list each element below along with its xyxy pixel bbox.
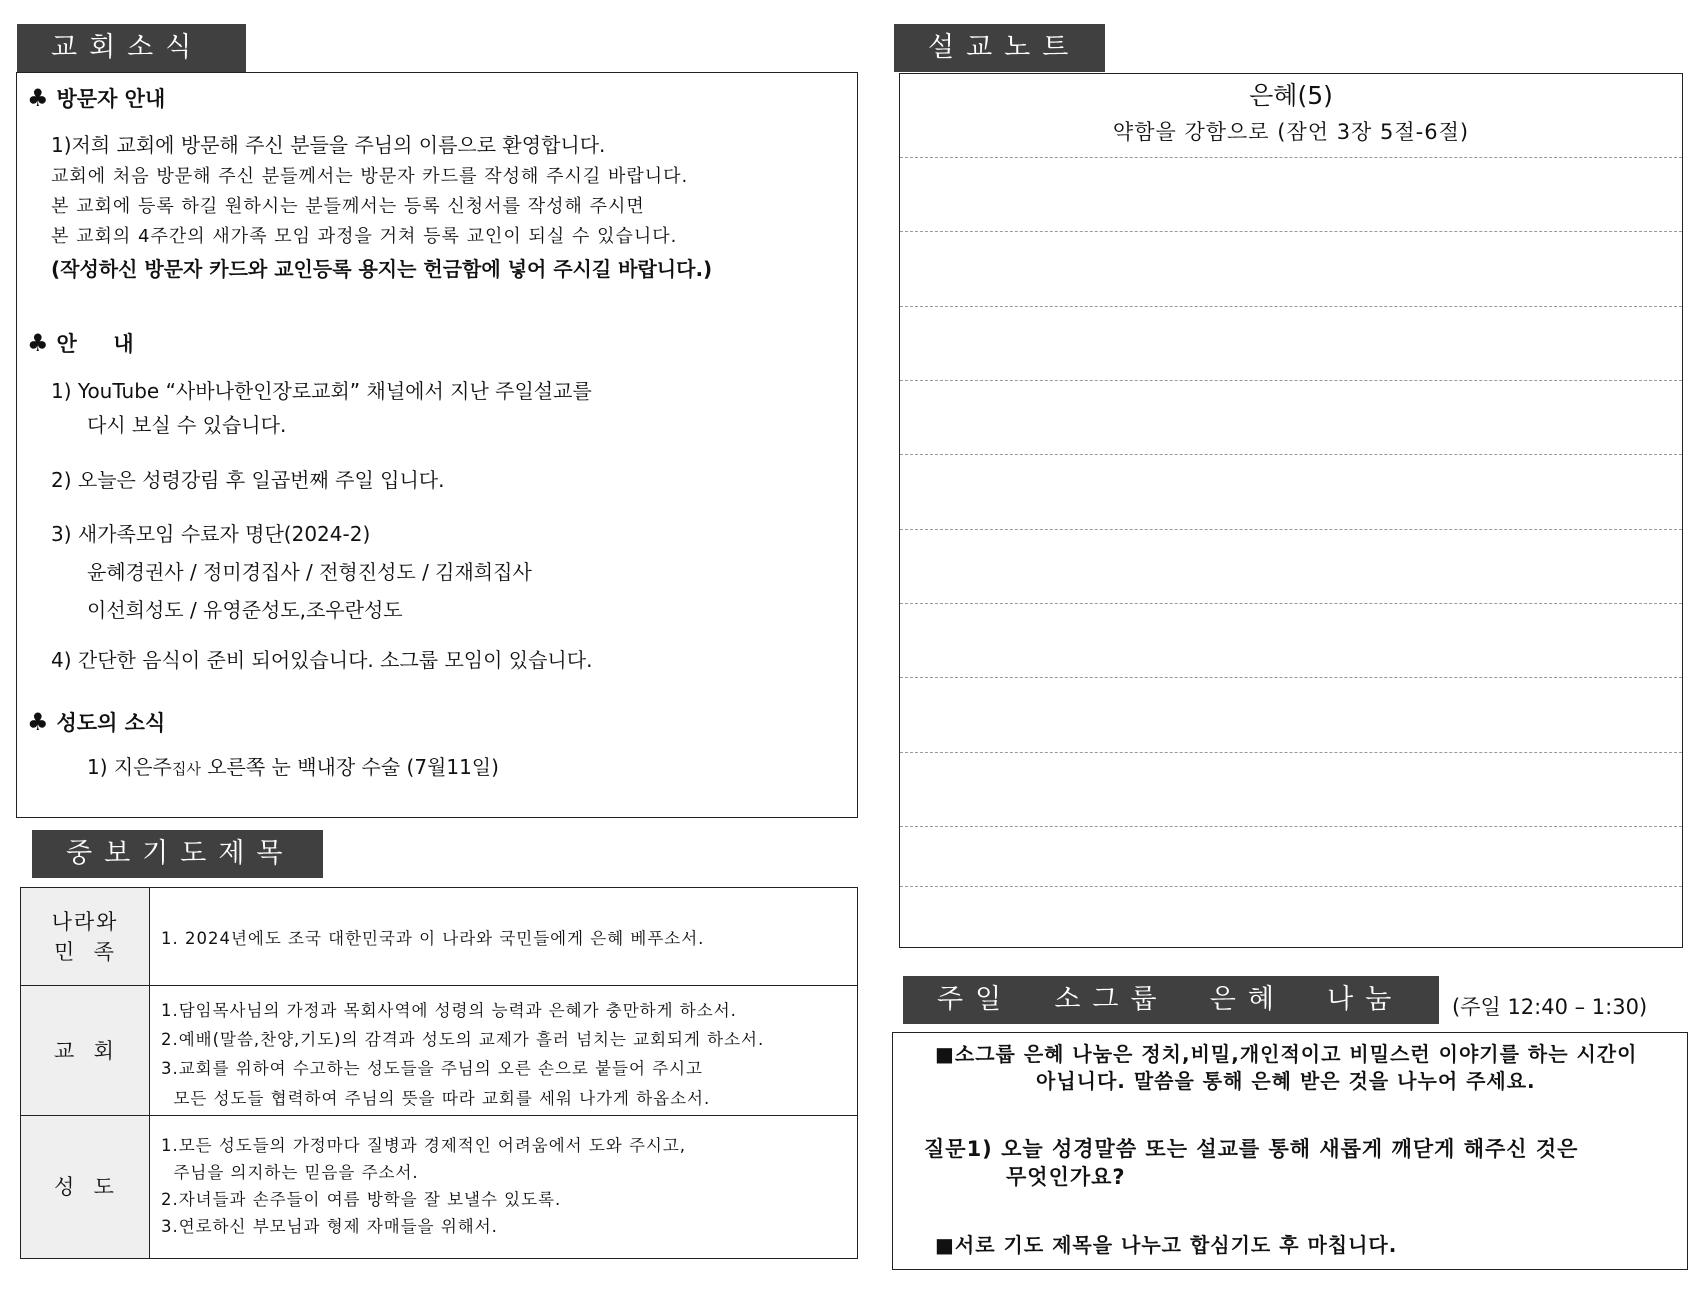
visitor-line-1: 1)저희 교회에 방문해 주신 분들을 주님의 이름으로 환영합니다.: [51, 133, 606, 157]
prayer-category-line-1: 나라와: [51, 909, 119, 934]
members-item-1-role: 집사: [171, 760, 201, 778]
visitor-line-4: 본 교회의 4주간의 새가족 모임 과정을 거쳐 등록 교인이 되실 수 있습니다.: [51, 226, 678, 247]
prayer-category-line-1: 교 회: [54, 1039, 116, 1063]
sermon-note-header: 설교노트: [894, 24, 1105, 72]
prayer-category: [21, 888, 150, 985]
note-line: [900, 306, 1682, 307]
notice-item-1-line-1: 1) YouTube “사바나한인장로교회” 채널에서 지난 주일설교를: [51, 379, 592, 403]
note-line: [900, 826, 1682, 827]
prayer-row-church: [21, 985, 857, 1116]
notice-section-title: [27, 328, 134, 358]
prayer-item: 1.담임목사님의 가정과 목회사역에 성령의 능력과 은혜가 충만하게 하소서.: [161, 1001, 737, 1020]
prayer-category: [21, 1116, 150, 1258]
notice-item-3-line-1: 3) 새가족모임 수료자 명단(2024-2): [51, 522, 371, 546]
prayer-row-members: [21, 1115, 857, 1258]
sermon-title: 은혜(5): [1249, 81, 1333, 110]
visitor-title-text: 방문자 안내: [56, 87, 166, 111]
prayer-items: [161, 986, 851, 1116]
note-line: [900, 454, 1682, 455]
club-icon: ♣: [27, 84, 49, 112]
prayer-item: 1. 2024년에도 조국 대한민국과 이 나라와 국민들에게 은혜 베푸소서.: [161, 929, 705, 948]
members-section-title: [27, 707, 165, 737]
sermon-note-box: [899, 73, 1683, 948]
small-group-note-line-1: ■소그룹 은혜 나눔은 정치,비밀,개인적이고 비밀스런 이야기를 하는 시간이: [935, 1042, 1638, 1066]
prayer-item: 2.예배(말씀,찬양,기도)의 감격과 성도의 교제가 흘러 넘치는 교회되게 하소서.: [161, 1030, 765, 1049]
members-item-1-detail: 오른쪽 눈 백내장 수술 (7월11일): [200, 755, 499, 779]
small-group-box: [892, 1032, 1688, 1270]
prayer-item: 주님을 의지하는 믿음을 주소서.: [161, 1163, 419, 1182]
notice-item-3-line-2: 윤혜경권사 / 정미경집사 / 전형진성도 / 김재희집사: [87, 560, 532, 584]
prayer-category: [21, 986, 150, 1116]
note-line: [900, 529, 1682, 530]
visitor-line-5: (작성하신 방문자 카드와 교인등록 용지는 헌금함에 넣어 주시길 바랍니다.): [51, 257, 713, 281]
notice-item-4: 4) 간단한 음식이 준비 되어있습니다. 소그룹 모임이 있습니다.: [51, 648, 593, 672]
notice-item-2: 2) 오늘은 성령강림 후 일곱번째 주일 입니다.: [51, 468, 445, 492]
note-line: [900, 380, 1682, 381]
visitor-section-title: [27, 83, 165, 113]
prayer-category-line-1: 성 도: [54, 1175, 116, 1199]
sermon-subtitle: 약함을 강함으로 (잠언 3장 5절-6절): [1112, 120, 1470, 144]
note-line: [900, 157, 1682, 158]
club-icon: ♣: [27, 329, 49, 357]
small-group-time: (주일 12:40 – 1:30): [1452, 995, 1648, 1019]
note-line: [900, 603, 1682, 604]
notice-item-1-line-2: 다시 보실 수 있습니다.: [87, 413, 287, 437]
prayer-item: 3.연로하신 부모님과 형제 자매들을 위해서.: [161, 1217, 498, 1236]
members-item-1-name: 1) 지은주: [87, 755, 172, 779]
prayer-item: 1.모든 성도들의 가정마다 질병과 경제적인 어려움에서 도와 주시고,: [161, 1136, 687, 1155]
prayer-header: 중보기도제목: [32, 830, 323, 878]
prayer-items: [161, 888, 851, 985]
prayer-row-nation: [21, 888, 857, 985]
small-group-note-line-2: 아닙니다. 말씀을 통해 은혜 받은 것을 나누어 주세요.: [1036, 1069, 1536, 1093]
visitor-line-3: 본 교회에 등록 하길 원하시는 분들께서는 등록 신청서를 작성해 주시면: [51, 196, 645, 217]
notice-title-text: 안 내: [56, 332, 134, 356]
closing-line: ■서로 기도 제목을 나누고 합심기도 후 마칩니다.: [935, 1233, 1398, 1257]
question-line-2: 무엇인가요?: [1006, 1165, 1126, 1189]
church-news-box: [16, 72, 858, 818]
note-line: [900, 677, 1682, 678]
note-line: [900, 752, 1682, 753]
club-icon: ♣: [27, 708, 49, 736]
small-group-header: 주일 소그룹 은혜 나눔: [903, 976, 1439, 1024]
prayer-item: 모든 성도들 협력하여 주님의 뜻을 따라 교회를 세워 나가게 하옵소서.: [161, 1089, 711, 1108]
prayer-item: 3.교회를 위하여 수고하는 성도들을 주님의 오른 손으로 붙들어 주시고: [161, 1059, 703, 1078]
visitor-line-2: 교회에 처음 방문해 주신 분들께서는 방문자 카드를 작성해 주시길 바랍니다.: [51, 166, 689, 187]
prayer-item: 2.자녀들과 손주들이 여름 방학을 잘 보낼수 있도록.: [161, 1190, 562, 1209]
prayer-table: [20, 887, 858, 1259]
prayer-items: [161, 1116, 851, 1258]
notice-item-3-line-3: 이선희성도 / 유영준성도,조우란성도: [87, 598, 403, 622]
note-line: [900, 231, 1682, 232]
members-item-1: [87, 751, 499, 780]
members-title-text: 성도의 소식: [56, 711, 166, 735]
church-news-header: 교회소식: [17, 24, 246, 72]
note-line: [900, 886, 1682, 887]
prayer-category-line-2: 민 족: [54, 939, 116, 964]
question-line-1: 질문1) 오늘 성경말씀 또는 설교를 통해 새롭게 깨닫게 해주신 것은: [924, 1137, 1579, 1161]
